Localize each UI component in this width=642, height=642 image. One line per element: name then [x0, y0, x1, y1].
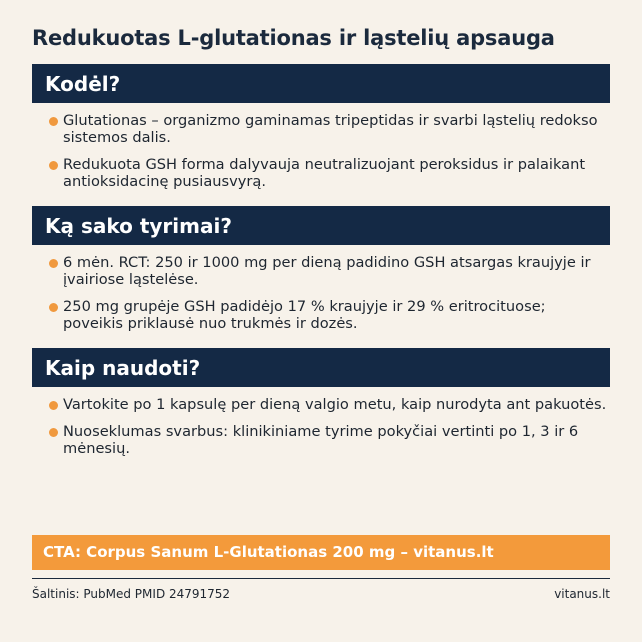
bullet-dot-icon: [49, 303, 58, 312]
bullet-dot-icon: [49, 259, 58, 268]
bullet-text: 250 mg grupėje GSH padidėjo 17 % kraujyje ir 29 % eritrocituose; poveikis priklausė nuo trukmės ir dozės.: [63, 298, 546, 332]
bullet-list-usage: [32, 396, 610, 467]
bullet-text: Vartokite po 1 kapsulę per dieną valgio metu, kaip nurodyta ant pakuotės.: [63, 396, 607, 413]
bullet-dot-icon: [49, 161, 58, 170]
bullet-dot-icon: [49, 428, 58, 437]
section-heading-usage: Kaip naudoti?: [32, 348, 610, 387]
list-item: [32, 156, 610, 190]
bullet-list-why: [32, 112, 610, 200]
list-item: [32, 423, 610, 457]
list-item: [32, 396, 610, 413]
list-item: [32, 254, 610, 288]
section-heading-why: Kodėl?: [32, 64, 610, 103]
cta-banner[interactable]: CTA: Corpus Sanum L-Glutationas 200 mg – vitanus.lt: [32, 535, 610, 570]
section-heading-research: Ką sako tyrimai?: [32, 206, 610, 245]
site-link[interactable]: vitanus.lt: [554, 587, 610, 601]
bullet-text: Glutationas – organizmo gaminamas tripeptidas ir svarbi ląstelių redokso sistemos dalis.: [63, 112, 598, 146]
list-item: [32, 112, 610, 146]
bullet-text: 6 mėn. RCT: 250 ir 1000 mg per dieną padidino GSH atsargas kraujyje ir įvairiose ląstelėse.: [63, 254, 591, 288]
bullet-dot-icon: [49, 401, 58, 410]
bullet-text: Nuoseklumas svarbus: klinikiniame tyrime pokyčiai vertinti po 1, 3 ir 6 mėnesių.: [63, 423, 579, 457]
source-citation: Šaltinis: PubMed PMID 24791752: [32, 587, 231, 601]
list-item: [32, 298, 610, 332]
bullet-dot-icon: [49, 117, 58, 126]
bullet-text: Redukuota GSH forma dalyvauja neutralizuojant peroksidus ir palaikant antioksidacinę pusiausvyrą.: [63, 156, 586, 190]
footer-divider: [32, 578, 610, 579]
page-title: Redukuotas L-glutationas ir ląstelių apsauga: [32, 26, 555, 50]
bullet-list-research: [32, 254, 610, 342]
